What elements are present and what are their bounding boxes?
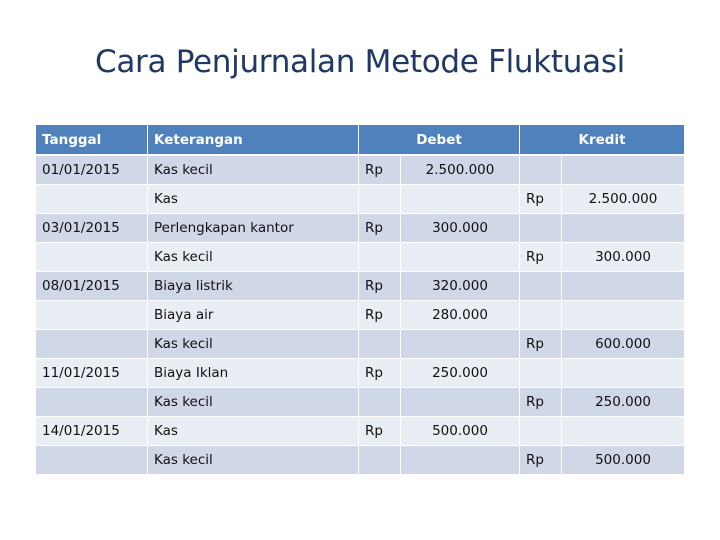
cell-credit-amount: 2.500.000 bbox=[562, 185, 685, 214]
cell-debit-amount bbox=[401, 330, 520, 359]
cell-date bbox=[36, 185, 148, 214]
cell-description: Kas kecil bbox=[148, 388, 359, 417]
header-date: Tanggal bbox=[36, 125, 148, 156]
table-row bbox=[36, 243, 685, 272]
cell-description: Perlengkapan kantor bbox=[148, 214, 359, 243]
cell-debit-currency bbox=[359, 446, 401, 475]
journal-table bbox=[36, 125, 685, 475]
cell-description: Kas kecil bbox=[148, 156, 359, 185]
cell-debit-amount: 320.000 bbox=[401, 272, 520, 301]
cell-credit-currency: Rp bbox=[520, 388, 562, 417]
cell-description: Biaya listrik bbox=[148, 272, 359, 301]
header-credit: Kredit bbox=[520, 125, 685, 156]
table-row bbox=[36, 185, 685, 214]
table-row bbox=[36, 301, 685, 330]
cell-debit-amount: 500.000 bbox=[401, 417, 520, 446]
cell-date: 01/01/2015 bbox=[36, 156, 148, 185]
cell-date: 03/01/2015 bbox=[36, 214, 148, 243]
cell-debit-currency: Rp bbox=[359, 359, 401, 388]
cell-credit-currency bbox=[520, 272, 562, 301]
cell-credit-amount bbox=[562, 301, 685, 330]
cell-debit-amount bbox=[401, 185, 520, 214]
cell-credit-currency: Rp bbox=[520, 243, 562, 272]
table-row bbox=[36, 330, 685, 359]
cell-credit-amount bbox=[562, 156, 685, 185]
cell-date: 08/01/2015 bbox=[36, 272, 148, 301]
cell-credit-currency bbox=[520, 301, 562, 330]
cell-debit-currency: Rp bbox=[359, 214, 401, 243]
cell-description: Kas kecil bbox=[148, 446, 359, 475]
cell-description: Kas bbox=[148, 185, 359, 214]
table-row bbox=[36, 446, 685, 475]
cell-debit-currency: Rp bbox=[359, 417, 401, 446]
page-title: Cara Penjurnalan Metode Fluktuasi bbox=[94, 44, 625, 80]
cell-credit-currency: Rp bbox=[520, 185, 562, 214]
cell-date bbox=[36, 388, 148, 417]
cell-date bbox=[36, 243, 148, 272]
table-header-row bbox=[36, 125, 685, 156]
cell-description: Kas kecil bbox=[148, 330, 359, 359]
table-row bbox=[36, 214, 685, 243]
cell-date bbox=[36, 446, 148, 475]
cell-debit-currency: Rp bbox=[359, 301, 401, 330]
cell-date: 11/01/2015 bbox=[36, 359, 148, 388]
cell-credit-amount bbox=[562, 417, 685, 446]
cell-debit-amount bbox=[401, 243, 520, 272]
cell-debit-amount: 300.000 bbox=[401, 214, 520, 243]
cell-credit-amount bbox=[562, 359, 685, 388]
table-row bbox=[36, 388, 685, 417]
cell-credit-amount: 600.000 bbox=[562, 330, 685, 359]
cell-credit-amount bbox=[562, 214, 685, 243]
cell-credit-amount bbox=[562, 272, 685, 301]
cell-description: Biaya air bbox=[148, 301, 359, 330]
cell-credit-amount: 250.000 bbox=[562, 388, 685, 417]
cell-debit-amount: 280.000 bbox=[401, 301, 520, 330]
cell-date bbox=[36, 330, 148, 359]
cell-credit-amount: 300.000 bbox=[562, 243, 685, 272]
cell-debit-currency bbox=[359, 388, 401, 417]
table-row bbox=[36, 359, 685, 388]
cell-credit-currency bbox=[520, 156, 562, 185]
cell-date bbox=[36, 301, 148, 330]
cell-credit-currency bbox=[520, 359, 562, 388]
cell-credit-currency bbox=[520, 417, 562, 446]
cell-debit-currency bbox=[359, 185, 401, 214]
cell-description: Kas bbox=[148, 417, 359, 446]
cell-credit-currency: Rp bbox=[520, 446, 562, 475]
cell-credit-currency bbox=[520, 214, 562, 243]
cell-debit-amount: 2.500.000 bbox=[401, 156, 520, 185]
cell-debit-currency bbox=[359, 243, 401, 272]
cell-credit-currency: Rp bbox=[520, 330, 562, 359]
cell-description: Biaya Iklan bbox=[148, 359, 359, 388]
cell-debit-amount bbox=[401, 446, 520, 475]
cell-debit-currency bbox=[359, 330, 401, 359]
table-row bbox=[36, 417, 685, 446]
cell-debit-currency: Rp bbox=[359, 156, 401, 185]
cell-credit-amount: 500.000 bbox=[562, 446, 685, 475]
table-row bbox=[36, 156, 685, 185]
header-debit: Debet bbox=[359, 125, 520, 156]
cell-debit-amount: 250.000 bbox=[401, 359, 520, 388]
table-body bbox=[36, 156, 685, 475]
cell-debit-currency: Rp bbox=[359, 272, 401, 301]
cell-debit-amount bbox=[401, 388, 520, 417]
table-row bbox=[36, 272, 685, 301]
cell-description: Kas kecil bbox=[148, 243, 359, 272]
header-description: Keterangan bbox=[148, 125, 359, 156]
cell-date: 14/01/2015 bbox=[36, 417, 148, 446]
